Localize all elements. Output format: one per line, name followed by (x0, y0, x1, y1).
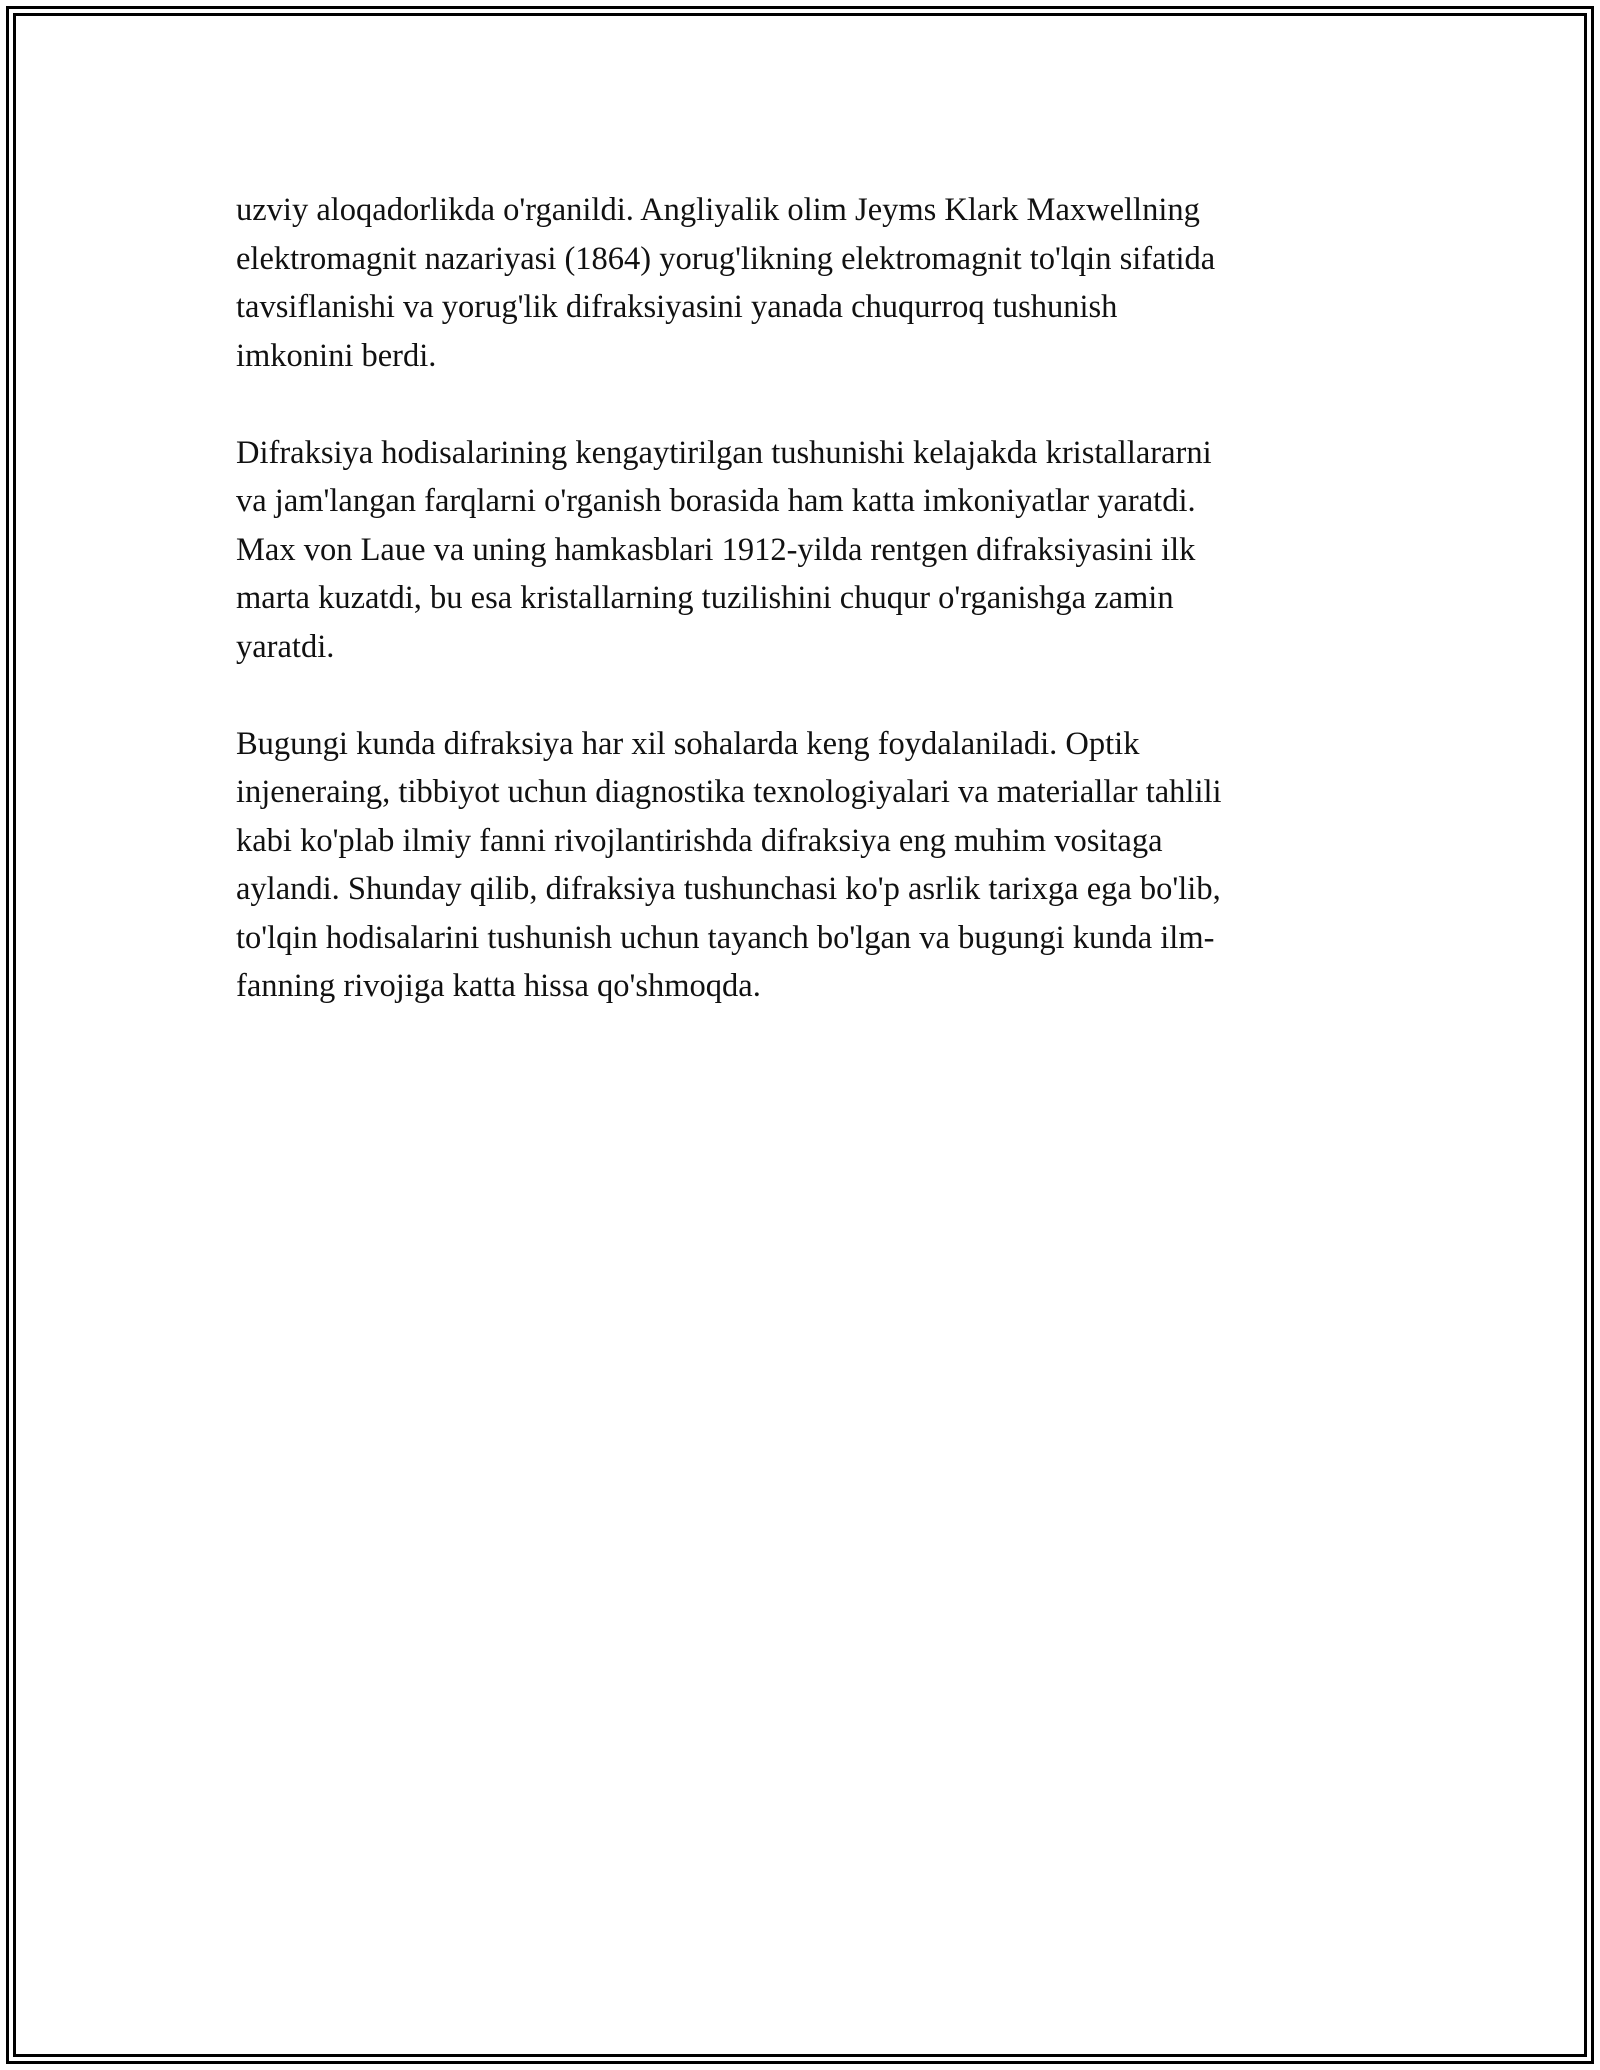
text-line: Bugungi kunda difraksiya har xil sohalarda keng foydalaniladi. Optik (236, 725, 1140, 762)
text-line: to'lqin hodisalarini tushunish uchun tayanch bo'lgan va bugungi kunda ilm- (236, 919, 1215, 956)
text-line: va jam'langan farqlarni o'rganish borasida ham katta imkoniyatlar yaratdi. (236, 483, 1196, 519)
text-line: Max von Laue va uning hamkasblari 1912-yilda rentgen difraksiyasini ilk (236, 531, 1196, 568)
text-line: aylandi. Shunday qilib, difraksiya tushunchasi ko'p asrlik tarixga ega bo'lib, (236, 871, 1221, 907)
paragraph-2 (236, 429, 1366, 672)
text-line: imkonini berdi. (236, 337, 437, 374)
text-line: tavsiflanishi va yorug'lik difraksiyasini yanada chuqurroq tushunish (236, 289, 1118, 325)
text-line: injeneraing, tibbiyot uchun diagnostika texnologiyalari va materiallar tahlili (236, 774, 1222, 810)
paragraph-3 (236, 720, 1366, 1011)
text-line: fanning rivojiga katta hissa qo'shmoqda. (236, 968, 761, 1004)
document-body (236, 186, 1366, 1059)
text-line: Difraksiya hodisalarining kengaytirilgan tushunishi kelajakda kristallararni (236, 434, 1212, 471)
text-line: yaratdi. (236, 628, 335, 665)
text-line: elektromagnit nazariyasi (1864) yorug'likning elektromagnit to'lqin sifatida (236, 240, 1216, 277)
text-line: kabi ko'plab ilmiy fanni rivojlantirishda difraksiya eng muhim vositaga (236, 822, 1163, 859)
text-line: marta kuzatdi, bu esa kristallarning tuzilishini chuqur o'rganishga zamin (236, 580, 1174, 616)
paragraph-1 (236, 186, 1366, 380)
text-line: uzviy aloqadorlikda o'rganildi. Angliyalik olim Jeyms Klark Maxwellning (236, 192, 1200, 228)
